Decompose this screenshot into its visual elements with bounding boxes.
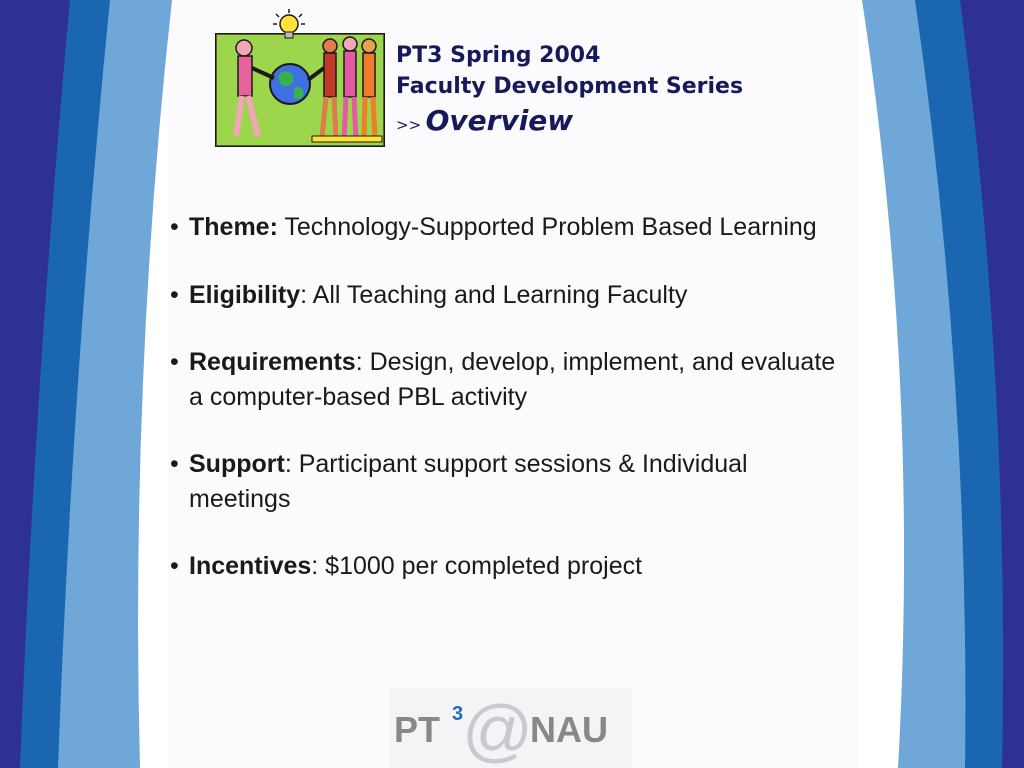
logo-superscript: 3 [452, 703, 464, 725]
slide-header [396, 40, 743, 137]
bullet-dot: • [170, 348, 179, 376]
bullet-separator: : [355, 348, 363, 376]
bullet-separator: : [311, 552, 319, 580]
bullet-eligibility [170, 278, 850, 313]
bullet-text: All Teaching and Learning Faculty [307, 280, 688, 309]
bullet-term: Incentives [189, 552, 312, 580]
logo-at: @ [462, 691, 534, 768]
overview-bullet-list [170, 210, 850, 617]
series-title-line-2: Faculty Development Series [396, 74, 744, 99]
bullet-theme [170, 210, 850, 245]
bullet-dot: • [170, 213, 179, 241]
bullet-text: Design, develop, implement, and evaluate a computer-based PBL activity [189, 348, 836, 411]
bullet-term: Theme: [189, 213, 278, 241]
logo-nau: NAU [530, 709, 608, 750]
bullet-term: Support [189, 450, 285, 478]
bullet-text: $1000 per completed project [318, 552, 643, 580]
page-title: Overview [425, 104, 574, 137]
bullet-text: Technology-Supported Problem Based Learning [277, 213, 817, 241]
breadcrumb-arrows: >> [396, 116, 422, 134]
bullet-dot: • [170, 450, 179, 478]
bullet-text: Participant support sessions & Individual meetings [189, 450, 748, 513]
bullet-incentives [170, 549, 850, 584]
people-globe-lightbulb-icon [212, 6, 387, 148]
bullet-dot: • [170, 552, 179, 580]
bullet-separator: : [300, 280, 308, 309]
bullet-term: Requirements [189, 348, 356, 376]
breadcrumb [396, 104, 743, 137]
logo-pt: PT [394, 709, 441, 750]
pt3-nau-logo [390, 688, 632, 768]
series-title-line-1: PT3 Spring 2004 [396, 43, 601, 68]
bullet-support [170, 447, 850, 516]
bullet-dot: • [170, 280, 179, 309]
bullet-term: Eligibility [189, 280, 301, 309]
bullet-separator: : [284, 450, 292, 478]
bullet-requirements [170, 345, 850, 414]
